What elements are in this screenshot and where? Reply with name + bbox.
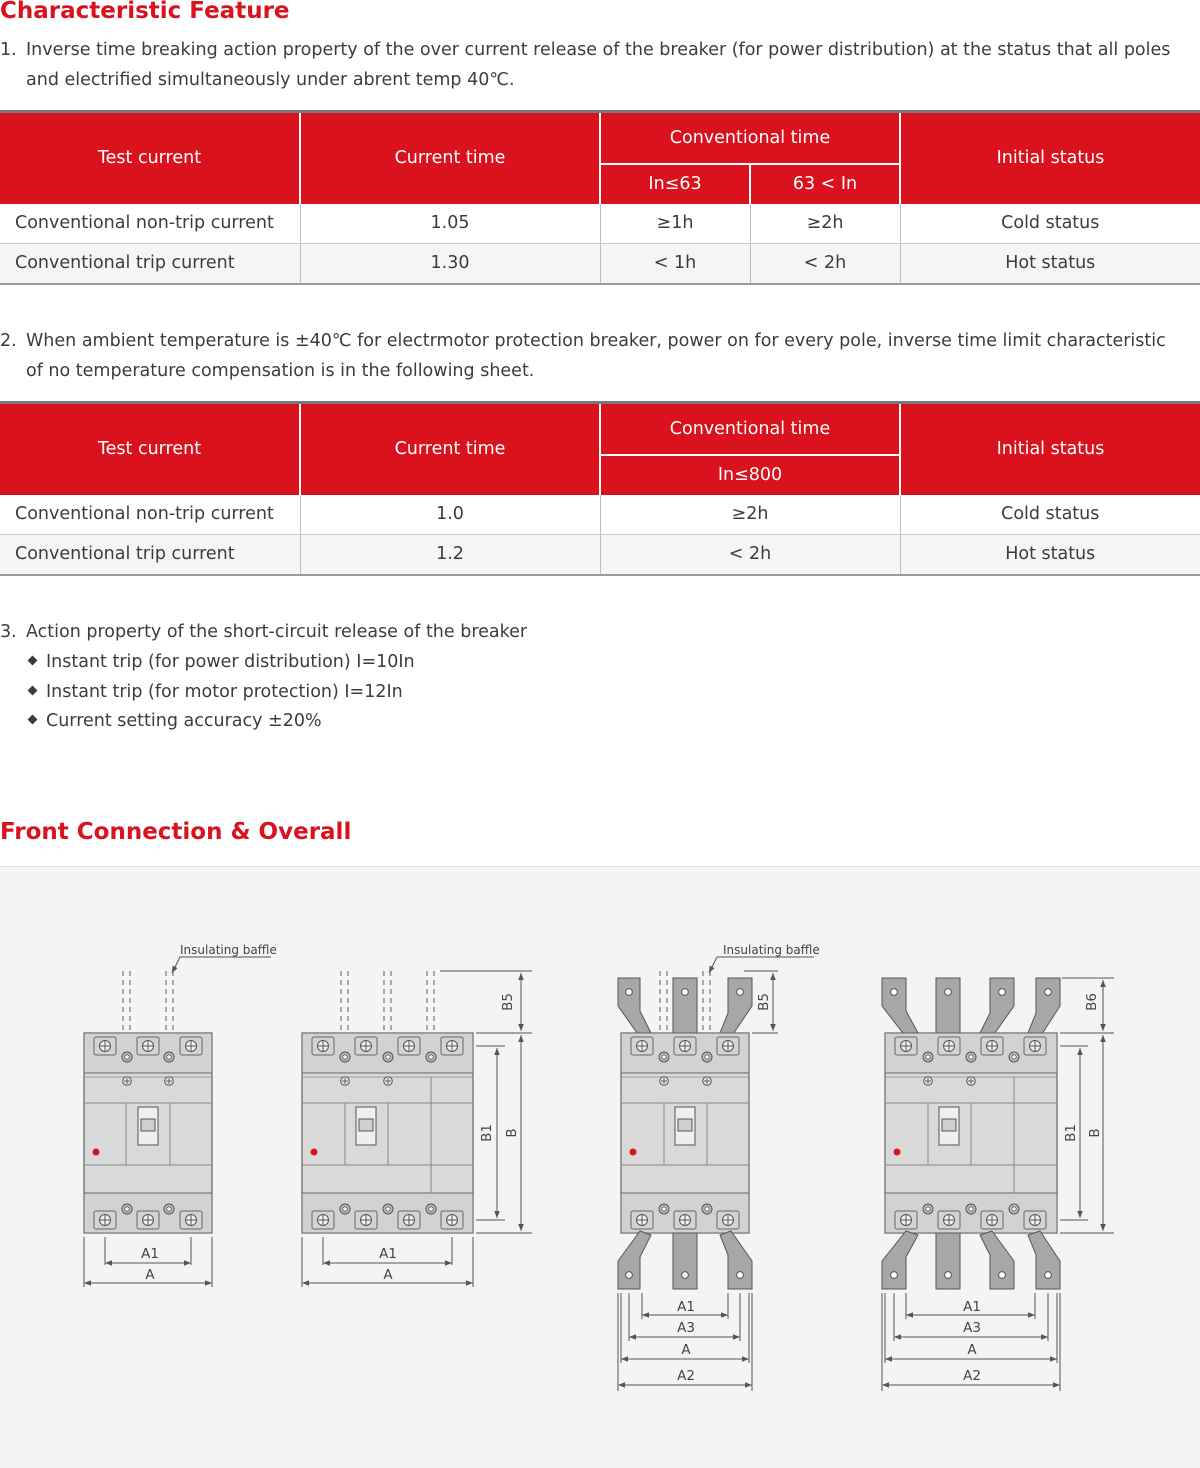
bullet-item bbox=[26, 706, 322, 736]
label-a2: A2 bbox=[963, 1368, 981, 1384]
label-a2: A2 bbox=[677, 1368, 695, 1384]
label-a3: A3 bbox=[677, 1320, 695, 1336]
label-b: B bbox=[1087, 1128, 1103, 1138]
cell-current: 1.30 bbox=[300, 244, 600, 284]
label-b5: B5 bbox=[500, 993, 516, 1011]
bullet-text: Instant trip (for power distribution) I=10In bbox=[46, 652, 415, 672]
cell-status: Hot status bbox=[900, 535, 1200, 575]
label-a: A bbox=[967, 1342, 977, 1358]
bullet-item bbox=[26, 647, 415, 677]
diamond-bullet-icon bbox=[28, 656, 38, 666]
table-row bbox=[0, 204, 1200, 244]
label-insulating-baffle: Insulating baffle bbox=[723, 943, 820, 957]
label-a1: A1 bbox=[141, 1246, 159, 1262]
header-conventional-time: Conventional time bbox=[600, 403, 900, 455]
item-1-line-2: and electrified simultaneously under abrent temp 40℃. bbox=[26, 70, 515, 90]
table-row bbox=[0, 495, 1200, 535]
dimension-drawings-panel bbox=[0, 866, 1200, 1468]
bullet-item bbox=[26, 677, 403, 707]
breaker-3pole-drawing bbox=[84, 957, 271, 1287]
cell-conv-1: ≥1h bbox=[600, 204, 750, 244]
header-conventional-time: Conventional time bbox=[600, 112, 900, 164]
item-number: 1. bbox=[0, 40, 17, 60]
bullet-text: Current setting accuracy ±20% bbox=[46, 711, 322, 731]
table-1 bbox=[0, 110, 1200, 285]
cell-conv-2: < 2h bbox=[750, 244, 900, 284]
header-sub-63-lt-in: 63 < In bbox=[750, 164, 900, 204]
header-current-time: Current time bbox=[300, 403, 600, 495]
header-test-current: Test current bbox=[0, 403, 300, 495]
header-test-current: Test current bbox=[0, 112, 300, 204]
cell-current: 1.05 bbox=[300, 204, 600, 244]
diamond-bullet-icon bbox=[28, 686, 38, 696]
header-initial-status: Initial status bbox=[900, 403, 1200, 495]
bullet-text: Instant trip (for motor protection) I=12In bbox=[46, 682, 403, 702]
cell-current: 1.0 bbox=[300, 495, 600, 535]
item-1-line-1: Inverse time breaking action property of the over current release of the breaker (for power distribution) at the status that all poles bbox=[26, 40, 1171, 60]
label-b5: B5 bbox=[756, 993, 772, 1011]
header-current-time: Current time bbox=[300, 112, 600, 204]
cell-test: Conventional non-trip current bbox=[0, 204, 300, 244]
breaker-4pole-drawing bbox=[302, 971, 532, 1287]
label-b1: B1 bbox=[1063, 1124, 1079, 1142]
item-number: 3. bbox=[0, 622, 17, 642]
header-sub-in-le-63: In≤63 bbox=[600, 164, 750, 204]
section-title-front-connection: Front Connection & Overall bbox=[0, 819, 352, 845]
cell-conv-1: < 1h bbox=[600, 244, 750, 284]
label-a3: A3 bbox=[963, 1320, 981, 1336]
label-b1: B1 bbox=[479, 1124, 495, 1142]
label-insulating-baffle: Insulating baffle bbox=[180, 943, 277, 957]
label-a1: A1 bbox=[379, 1246, 397, 1262]
item-2-line-2: of no temperature compensation is in the following sheet. bbox=[26, 361, 535, 381]
label-a: A bbox=[145, 1267, 155, 1283]
cell-status: Cold status bbox=[900, 495, 1200, 535]
label-a: A bbox=[681, 1342, 691, 1358]
table-row bbox=[0, 244, 1200, 284]
diamond-bullet-icon bbox=[28, 715, 38, 725]
breaker-4pole-busbar-drawing bbox=[882, 978, 1114, 1391]
label-a1: A1 bbox=[677, 1299, 695, 1315]
cell-test: Conventional trip current bbox=[0, 535, 300, 575]
label-b6: B6 bbox=[1084, 993, 1100, 1011]
header-sub-in-le-800: In≤800 bbox=[600, 455, 900, 495]
label-a1: A1 bbox=[963, 1299, 981, 1315]
breaker-3pole-busbar-drawing bbox=[618, 957, 814, 1391]
cell-conv-1: ≥2h bbox=[600, 495, 900, 535]
cell-status: Cold status bbox=[900, 204, 1200, 244]
cell-test: Conventional trip current bbox=[0, 244, 300, 284]
label-b: B bbox=[504, 1128, 520, 1138]
dimension-drawings bbox=[0, 867, 1200, 1468]
item-3-line-1: Action property of the short-circuit release of the breaker bbox=[26, 622, 528, 642]
cell-test: Conventional non-trip current bbox=[0, 495, 300, 535]
cell-status: Hot status bbox=[900, 244, 1200, 284]
cell-conv-2: ≥2h bbox=[750, 204, 900, 244]
table-row bbox=[0, 535, 1200, 575]
label-a: A bbox=[383, 1267, 393, 1283]
cell-conv-1: < 2h bbox=[600, 535, 900, 575]
table-2 bbox=[0, 401, 1200, 576]
item-2-line-1: When ambient temperature is ±40℃ for electrmotor protection breaker, power on for every pole, inverse time limit characteristic bbox=[26, 331, 1166, 351]
cell-current: 1.2 bbox=[300, 535, 600, 575]
header-initial-status: Initial status bbox=[900, 112, 1200, 204]
item-number: 2. bbox=[0, 331, 17, 351]
section-title-characteristic: Characteristic Feature bbox=[0, 0, 290, 24]
